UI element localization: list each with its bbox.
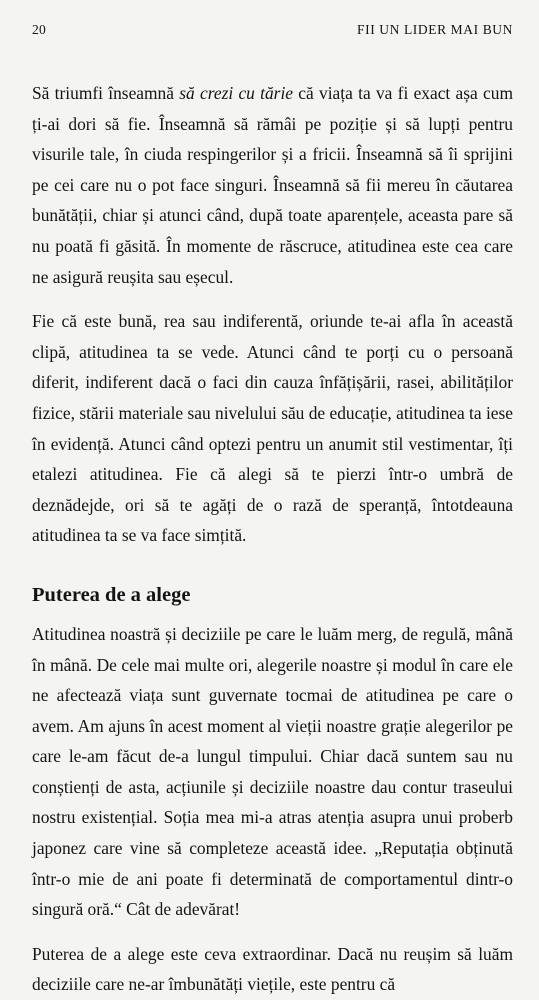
paragraph-2: Fie că este bună, rea sau indiferentă, oriunde te-ai afla în această clipă, atitudinea ta se vede. Atunci când te porți cu o persoană diferit, indiferent dacă o faci din cauza înfățișării, rasei, abilităților fizice, stării materiale sau nivelului său de educație, atitudinea ta iese în evidență. Atunci când optezi pentru un anumit stil vestimentar, îți etalezi atitudinea. Fie că alegi să te pierzi într-o umbră de deznădejde, ori să te agăți de o rază de speranță, întotdeauna atitudinea ta se va face simțită. <box>32 311 513 546</box>
paragraph-1-italic: să crezi cu tărie <box>179 83 294 103</box>
paragraph-3: Atitudinea noastră și deciziile pe care le luăm merg, de regulă, mână în mână. De cele mai multe ori, alegerile noastre și modul în care ele ne afectează viața sunt guvernate tocmai de atitudinea pe care o avem. Am ajuns în acest moment al vieții noastre grație alegerilor pe care le-am făcut de-a lungul timpului. Chiar dacă suntem sau nu conștienți de asta, acțiunile și deciziile noastre dau contur traseului nostru existențial. Soția mea mi-a atras atenția asupra unui proberb japonez care vine să completeze această idee. „Reputația obținută într-o mie de ani poate fi determinată de comportamentul dintr-o singură oră.“ Cât de adevărat! <box>32 623 513 920</box>
paragraph-1-rest: că viața ta va fi exact așa cum ți-ai dori să fie. Înseamnă să rămâi pe poziție și să lupți pentru visurile tale, în ciuda respingerilor și a fricii. Înseamnă să îi sprijini pe cei care nu o pot face singuri. Înseamnă să fii mereu în căutarea bunătății, chiar și atunci când, după toate aparențele, aceasta pare să nu poată fi găsită. În momente de răscruce, atitudinea este cea care ne asigură reușita sau eșecul. <box>32 83 513 287</box>
page-number: 20 <box>32 22 46 37</box>
section-heading: Puterea de a alege <box>32 583 191 606</box>
paragraph-1-start: Să triumfi înseamnă <box>32 83 180 103</box>
paragraph-1 <box>32 78 513 292</box>
book-title: FII UN LIDER MAI BUN <box>357 22 513 37</box>
paragraph-4: Puterea de a alege este ceva extraordinar. Dacă nu reușim să luăm deciziile care ne-ar îmbunătăți viețile, este pentru că <box>32 943 513 995</box>
running-header <box>32 22 513 38</box>
